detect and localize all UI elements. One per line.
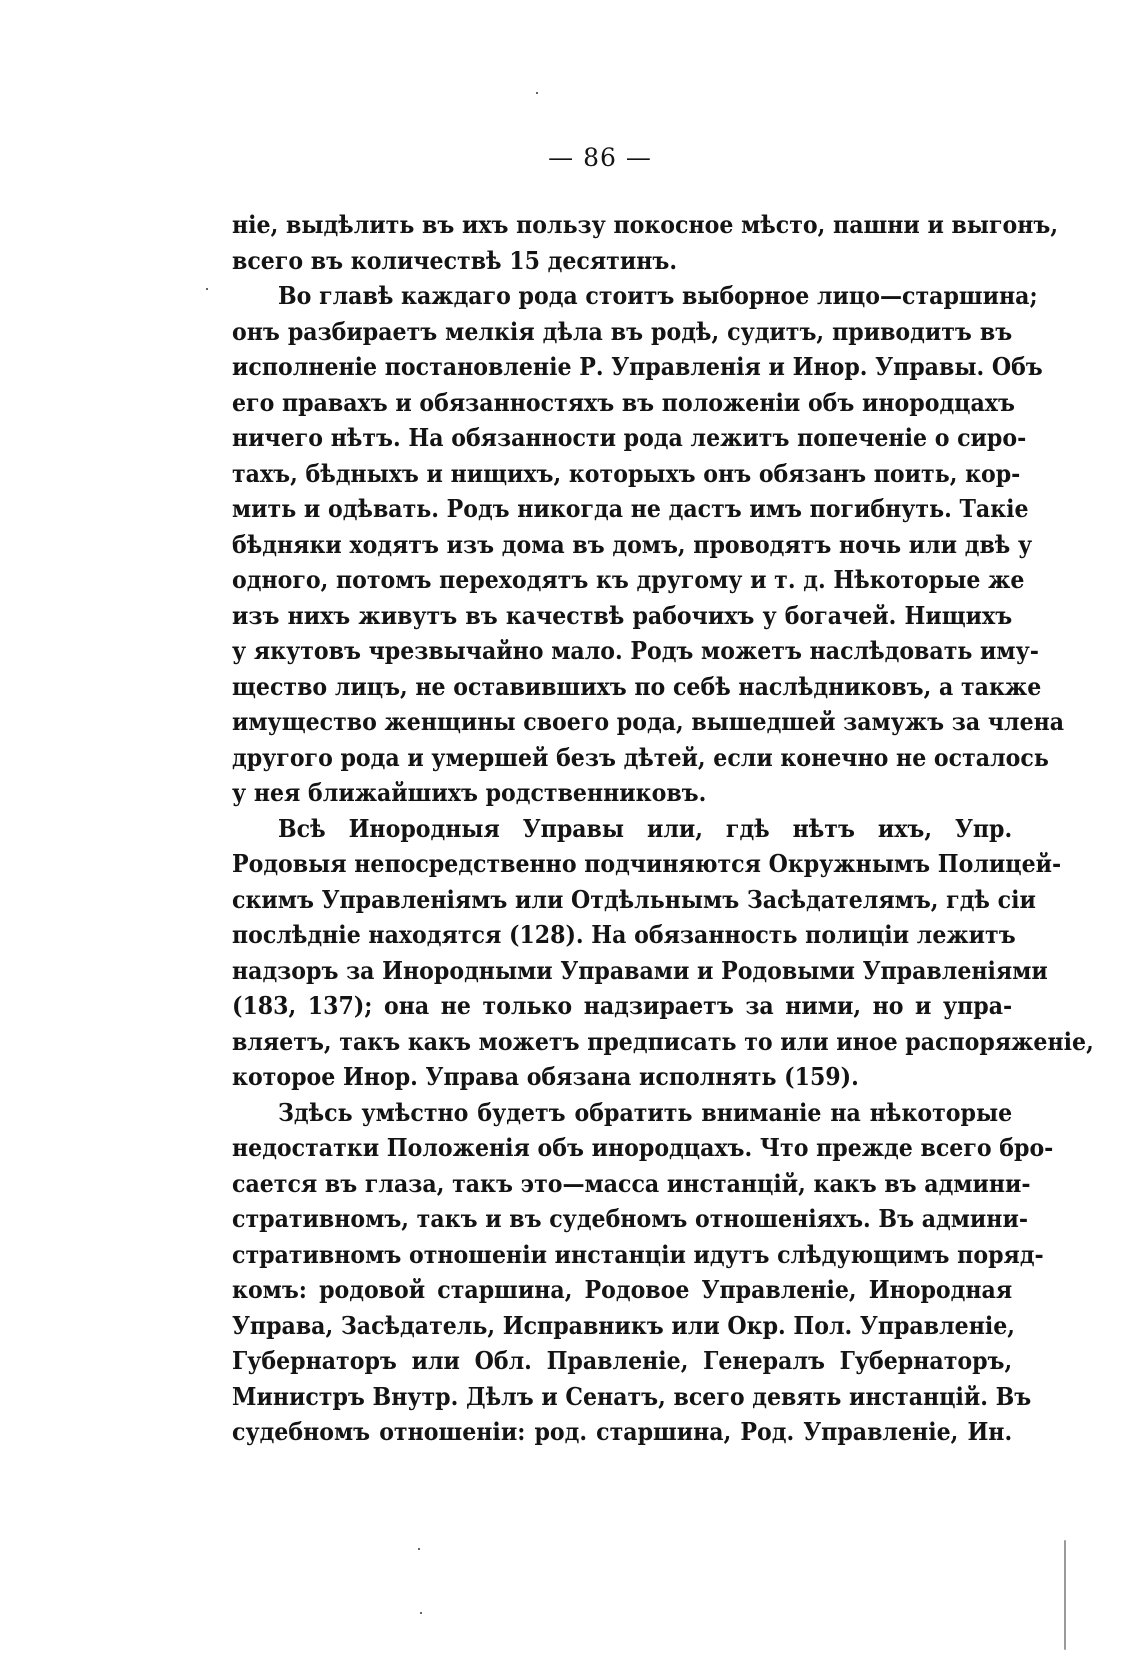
scan-speck: [536, 92, 538, 94]
text-line: у нея ближайшихъ родственниковъ.: [232, 778, 707, 807]
scan-speck: [418, 1548, 420, 1550]
text-line: бѣдняки ходятъ изъ дома въ домъ, проводятъ ночь или двѣ у: [232, 529, 1033, 559]
text-line: его правахъ и обязанностяхъ въ положеніи объ инородцахъ: [232, 387, 1015, 417]
text-line: ничего нѣтъ. На обязанности рода лежитъ попеченіе о сиро-: [232, 423, 1027, 452]
text-line: Губернаторъ или Обл. Правленіе, Генералъ Губернаторъ,: [232, 1346, 1013, 1375]
text-line: Родовыя непосредственно подчиняются Окружнымъ Полицей-: [232, 849, 1062, 878]
text-line: имущество женщины своего рода, вышедшей замужъ за члена: [232, 707, 1065, 736]
scan-speck: [1064, 1540, 1066, 1650]
text-line: ніе, выдѣлить въ ихъ пользу покосное мѣсто, пашни и выгонъ,: [232, 210, 1059, 239]
text-line: сается въ глаза, такъ это—масса инстанцій, какъ въ админи-: [232, 1168, 1031, 1198]
text-line: судебномъ отношеніи: род. старшина, Род. Управленіе, Ин.: [232, 1417, 1013, 1446]
text-line: Во главѣ каждаго рода стоитъ выборное лицо—старшина;: [278, 281, 1038, 310]
text-line: (183, 137); она не только надзираетъ за ними, но и упра-: [232, 991, 1013, 1020]
text-line: изъ нихъ живутъ въ качествѣ рабочихъ у богачей. Нищихъ: [232, 600, 1013, 630]
text-line: скимъ Управленіямъ или Отдѣльнымъ Засѣдателямъ, гдѣ сіи: [232, 884, 1036, 914]
text-line: Министръ Внутр. Дѣлъ и Сенатъ, всего девять инстанцій. Въ: [232, 1381, 1032, 1411]
text-line: вляетъ, такъ какъ можетъ предписать то или иное распоряженіе,: [232, 1026, 1094, 1056]
text-line: Управа, Засѣдатель, Исправникъ или Окр. Пол. Управленіе,: [232, 1310, 1015, 1340]
text-line: одного, потомъ переходятъ къ другому и т. д. Нѣкоторые же: [232, 565, 1025, 594]
text-line: онъ разбираетъ мелкія дѣла въ родѣ, судитъ, приводитъ въ: [232, 316, 1013, 346]
text-line: комъ: родовой старшина, Родовое Управленіе, Инородная: [232, 1275, 1013, 1304]
text-line: Здѣсь умѣстно будетъ обратить вниманіе на нѣкоторые: [278, 1097, 1013, 1127]
text-line: послѣдніе находятся (128). На обязанность полиціи лежитъ: [232, 920, 1016, 949]
body-text: [232, 207, 1094, 1450]
text-line: недостатки Положенія объ инородцахъ. Что прежде всего бро-: [232, 1133, 1054, 1162]
text-line: тахъ, бѣдныхъ и нищихъ, которыхъ онъ обязанъ поить, кор-: [232, 458, 1021, 488]
text-line: другого рода и умершей безъ дѣтей, если конечно не осталось: [232, 742, 1049, 772]
scan-speck: [420, 1612, 422, 1614]
text-line: у якутовъ чрезвычайно мало. Родъ можетъ наслѣдовать иму-: [232, 636, 1039, 665]
page-number: — 86 —: [548, 143, 652, 172]
text-line: которое Инор. Управа обязана исполнять (159).: [232, 1062, 859, 1091]
scan-speck: [206, 288, 208, 290]
text-line: мить и одѣвать. Родъ никогда не дастъ имъ погибнуть. Такіе: [232, 494, 1029, 523]
text-line: стративномъ отношеніи инстанціи идутъ слѣдующимъ поряд-: [232, 1239, 1044, 1269]
text-line: стративномъ, такъ и въ судебномъ отношеніяхъ. Въ админи-: [232, 1204, 1028, 1233]
text-line: надзоръ за Инородными Управами и Родовыми Управленіями: [232, 955, 1048, 985]
text-line: щество лицъ, не оставившихъ по себѣ наслѣдниковъ, а также: [232, 671, 1042, 701]
text-line: всего въ количествѣ 15 десятинъ.: [232, 245, 678, 275]
text-line: Всѣ Инородныя Управы или, гдѣ нѣтъ ихъ, Упр.: [278, 813, 1013, 843]
text-line: исполненіе постановленіе Р. Управленія и Инор. Управы. Объ: [232, 352, 1043, 381]
